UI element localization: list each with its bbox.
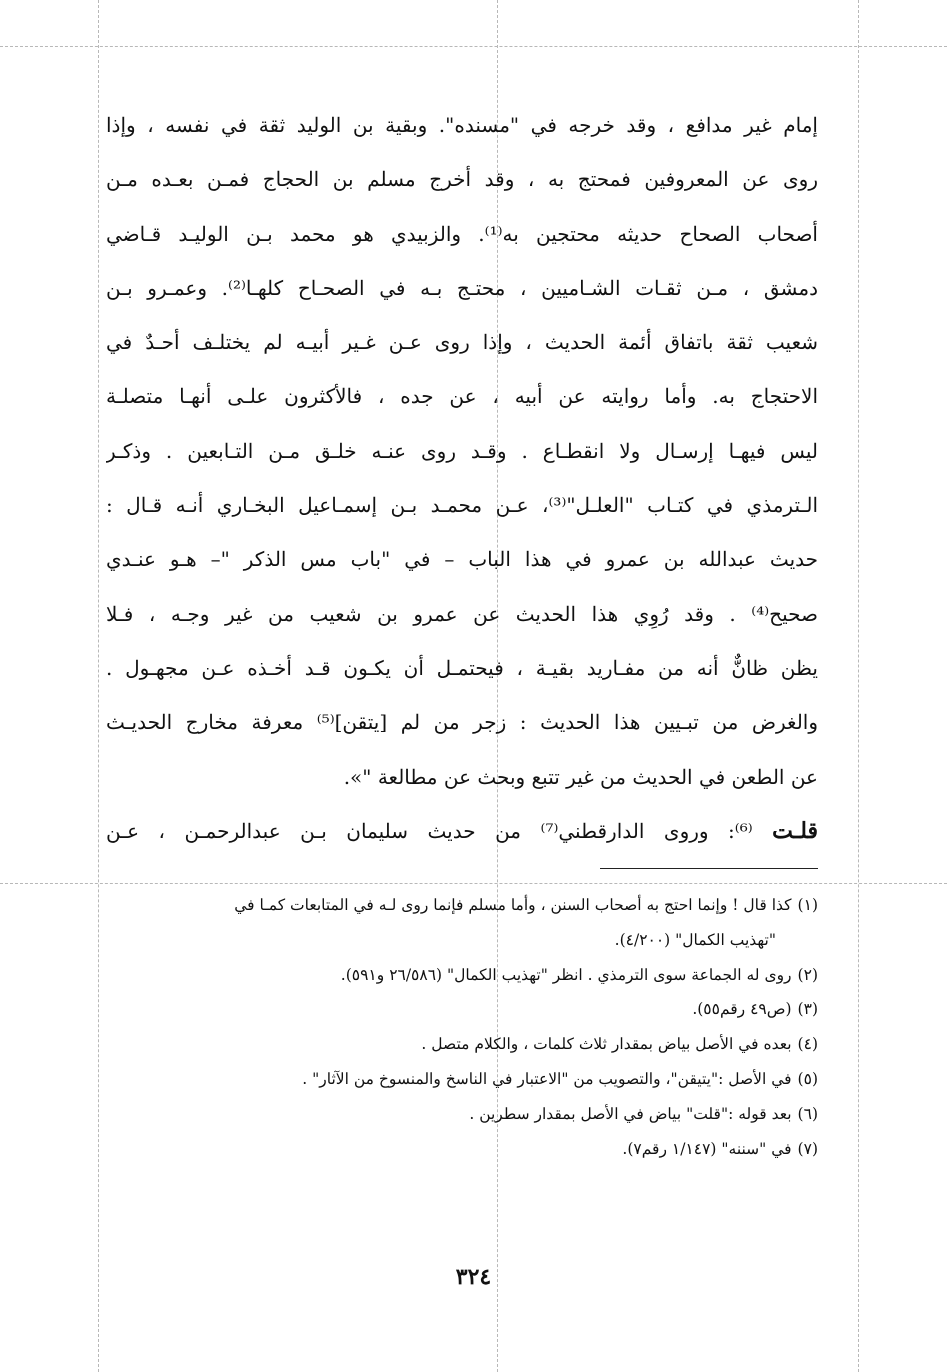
qult-heading: قلـت (772, 817, 818, 844)
footnote-text: في "سننه" (١/١٤٧ رقم٧). (622, 1139, 792, 1158)
text-line: ليس فيهـا إرسـال ولا انقطـاع . وقـد روى عنـه خلـق مـن التـابعين . وذكـر (106, 438, 818, 463)
text-line-rest: ⁽⁶⁾: وروى الدارقطني⁽⁷⁾ من حديث سليمان بـن عبدالرحمـن ، عـن (106, 818, 773, 843)
footnote-text: في الأصل :"يتيقن"، والتصويب من "الاعتبار في الناسخ والمنسوخ من الآثار" . (302, 1069, 792, 1088)
footnote-text: بعد قوله :"قلت" بياض في الأصل بمقدار سطرين . (469, 1104, 792, 1123)
footnote (106, 1027, 818, 1062)
footnote (106, 1097, 818, 1132)
text-line: أصحاب الصحاح حديثه محتجين به⁽¹⁾. والزبيدي هو محمد بـن الوليـد قـاضي (106, 221, 818, 246)
footnote-text: بعده في الأصل بياض بمقدار ثلاث كلمات ، والكلام متصل . (421, 1035, 792, 1054)
footnote-text: (ص٤٩ رقم٥٥). (692, 1000, 792, 1019)
page-number: ٣٢٤ (455, 1264, 492, 1290)
footnote-text: كذا قال ! وإنما احتج به أصحاب السنن ، وأما مسلم فإنما روى لـه في المتابعات كمـا في (234, 896, 792, 914)
footnote (106, 888, 818, 923)
footnote-number: (٤) (797, 1035, 818, 1054)
footnote-number: (٦) (797, 1104, 818, 1123)
text-line: روى عن المعروفين فمحتج به ، وقد أخرج مسلم بن الحجاج فمـن بعـده مـن (106, 167, 818, 192)
text-line: إمام غير مدافع ، وقد خرجه في "مسنده". وبقية بن الوليد ثقة في نفسه ، وإذا (106, 113, 818, 137)
text-line: صحيح⁽⁴⁾ . وقد رُوِي هذا الحديث عن عمرو بن شعيب من غير وجـه ، فـلا (106, 601, 818, 626)
footnote-continuation: "تهذيب الكمال" (٤/٢٠٠). (614, 930, 776, 949)
footnote-number: (٢) (797, 965, 818, 984)
footnote-text: روى له الجماعة سوى الترمذي . انظر "تهذيب الكمال" (٢٦/٥٨٦ و٥٩١). (340, 965, 792, 984)
text-line: يظن ظانٌّ أنه من مفـاريد بقيـة ، فيحتمـل أن يكـون قـد أخـذه عـن مجهـول . (106, 655, 818, 680)
footnote (106, 958, 818, 993)
footnote-number: (٧) (797, 1139, 818, 1158)
text-line: حديث عبدالله بن عمرو في هذا الباب – في "باب مس الذكر "– هـو عنـدي (106, 547, 818, 572)
text-line: عن الطعن في الحديث من غير تتبع وبحث عن مطالعة "». (343, 764, 818, 789)
footnote (106, 1132, 818, 1167)
footnote (106, 1062, 818, 1097)
footnote (106, 992, 818, 1027)
footnote-number: (٣) (797, 1000, 818, 1019)
text-line: شعيب ثقة باتفاق أئمة الحديث ، وإذا روى عـن غـير أبيـه لم يختلـف أحـدٌ في (106, 330, 818, 355)
text-line: الاحتجاج به. وأما روايته عن أبيه ، عن جده ، فالأكثرون علـى أنهـا متصلـة (106, 384, 818, 409)
footnote-separator (600, 868, 818, 869)
text-line: الـترمذي في كتـاب "العلـل"⁽³⁾، عـن محمـد بـن إسمـاعيل البخـاري أنـه قـال : (106, 493, 818, 518)
main-text (106, 98, 818, 858)
text-line: دمشق ، مـن ثقـات الشـاميين ، محتـج بـه في الصحـاح كلهـا⁽²⁾. وعمـرو بـن (106, 275, 818, 300)
footnote-number: (١) (797, 896, 818, 914)
text-line: والغرض من تبـيين هذا الحديث : زجر من لم [يتقن]⁽⁵⁾ معرفة مخارج الحديـث (106, 710, 818, 735)
text-line-final (106, 804, 818, 858)
footnote-number: (٥) (797, 1069, 818, 1088)
footnotes (106, 888, 818, 1166)
